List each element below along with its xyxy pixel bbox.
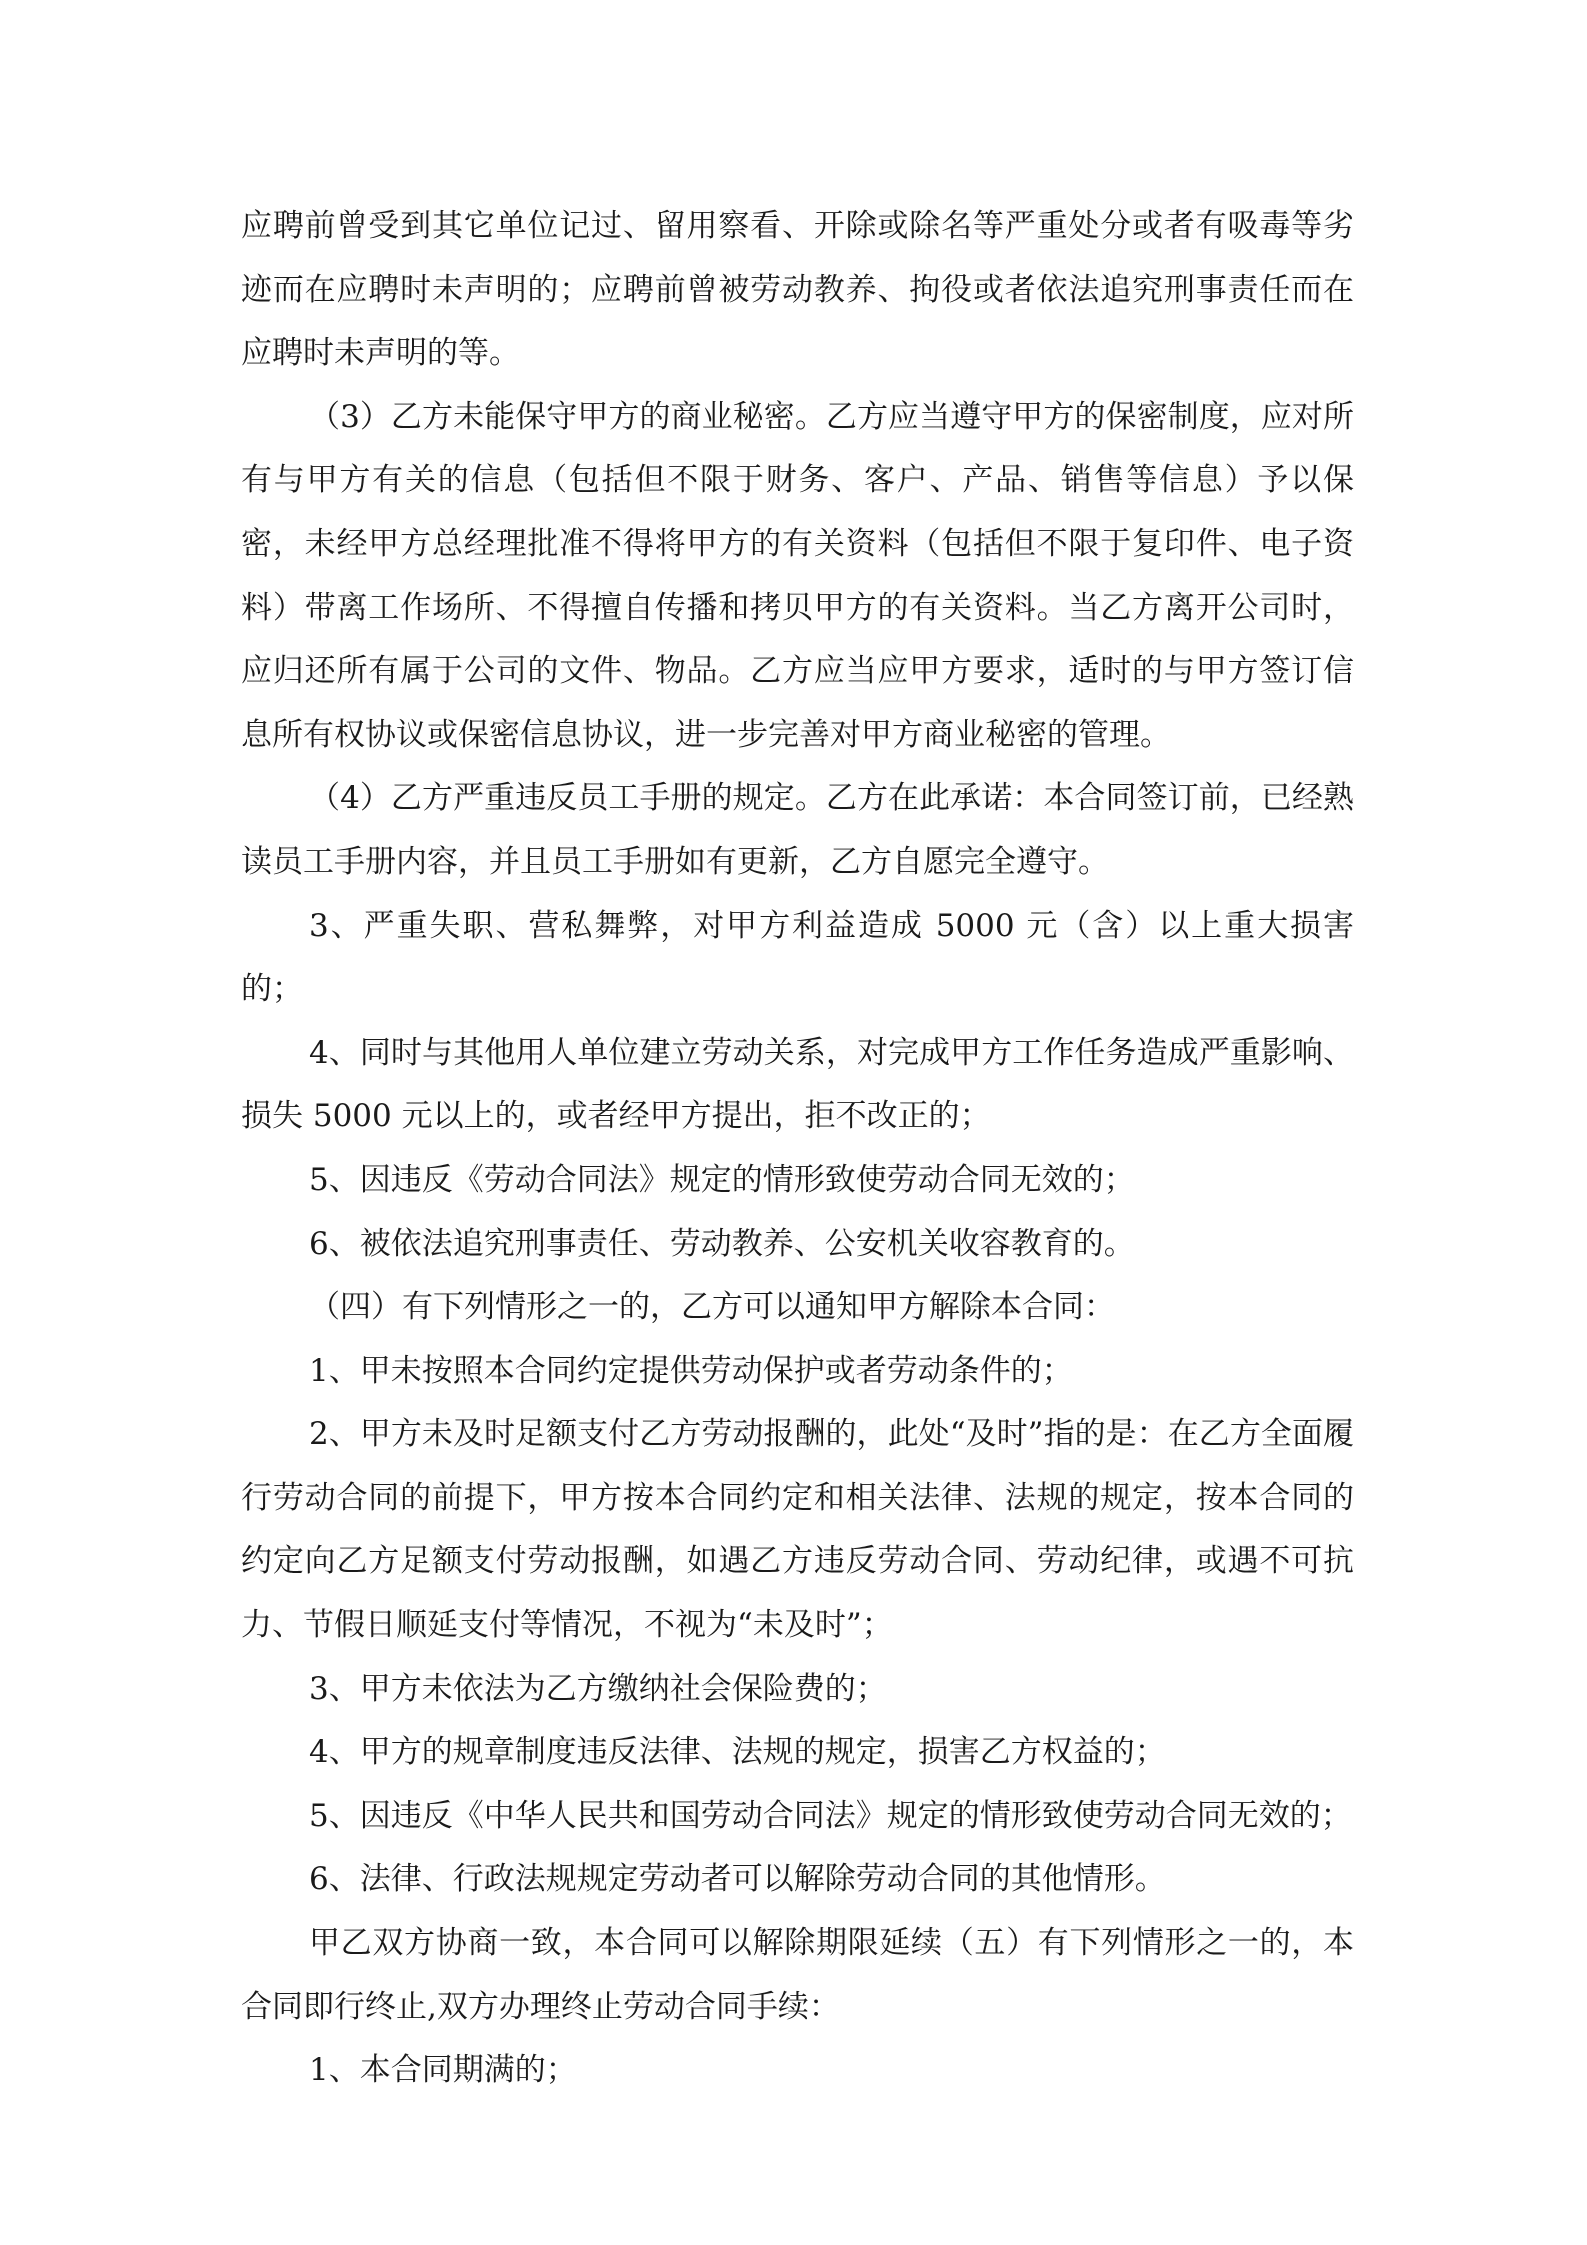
paragraph-11: 3、甲方未依法为乙方缴纳社会保险费的； [309, 1670, 887, 1707]
paragraph-15: 甲乙双方协商一致，本合同可以解除期限延续（五）有下列情形之一的，本合同即行终止,双方办理终止劳动合同手续： [241, 1925, 1354, 2025]
paragraph-13: 5、因违反《中华人民共和国劳动合同法》规定的情形致使劳动合同无效的； [309, 1797, 1352, 1834]
paragraph-16: 1、本合同期满的； [309, 2052, 577, 2089]
paragraph-12: 4、甲方的规章制度违反法律、法规的规定，损害乙方权益的； [309, 1734, 1166, 1771]
paragraph-7: 6、被依法追究刑事责任、劳动教养、公安机关收容教育的。 [309, 1225, 1135, 1262]
paragraph-9: 1、甲未按照本合同约定提供劳动保护或者劳动条件的； [309, 1352, 1073, 1389]
paragraph-8: （四）有下列情形之一的，乙方可以通知甲方解除本合同： [309, 1289, 1115, 1326]
paragraph-1: 应聘前曾受到其它单位记过、留用察看、开除或除名等严重处分或者有吸毒等劣迹而在应聘时未声明的；应聘前曾被劳动教养、拘役或者依法追究刑事责任而在应聘时未声明的等。 [241, 208, 1354, 372]
paragraph-3: （4）乙方严重违反员工手册的规定。乙方在此承诺：本合同签订前，已经熟读员工手册内容，并且员工手册如有更新，乙方自愿完全遵守。 [241, 780, 1354, 880]
paragraph-2: （3）乙方未能保守甲方的商业秘密。乙方应当遵守甲方的保密制度，应对所有与甲方有关的信息（包括但不限于财务、客户、产品、销售等信息）予以保密，未经甲方总经理批准不得将甲方的有关资料（包括但不限于复印件、电子资料）带离工作场所、不得擅自传播和拷贝甲方的有关资料。当乙方离开公司时，应归还所有属于公司的文件、物品。乙方应当应甲方要求，适时的与甲方签订信息所有权协议或保密信息协议，进一步完善对甲方商业秘密的管理。 [241, 398, 1354, 753]
paragraph-6: 5、因违反《劳动合同法》规定的情形致使劳动合同无效的； [309, 1161, 1135, 1198]
paragraph-10: 2、甲方未及时足额支付乙方劳动报酬的，此处“及时”指的是：在乙方全面履行劳动合同的前提下，甲方按本合同约定和相关法律、法规的规定，按本合同的约定向乙方足额支付劳动报酬，如遇乙方违反劳动合同、劳动纪律，或遇不可抗力、节假日顺延支付等情况，不视为“未及时”； [241, 1416, 1354, 1644]
paragraph-5: 4、同时与其他用人单位建立劳动关系，对完成甲方工作任务造成严重影响、损失 5000 元以上的，或者经甲方提出，拒不改正的； [241, 1034, 1354, 1135]
document-body [241, 195, 1354, 2103]
paragraph-4: 3、严重失职、营私舞弊，对甲方利益造成 5000 元（含）以上重大损害的； [241, 907, 1354, 1008]
paragraph-14: 6、法律、行政法规规定劳动者可以解除劳动合同的其他情形。 [309, 1861, 1166, 1898]
